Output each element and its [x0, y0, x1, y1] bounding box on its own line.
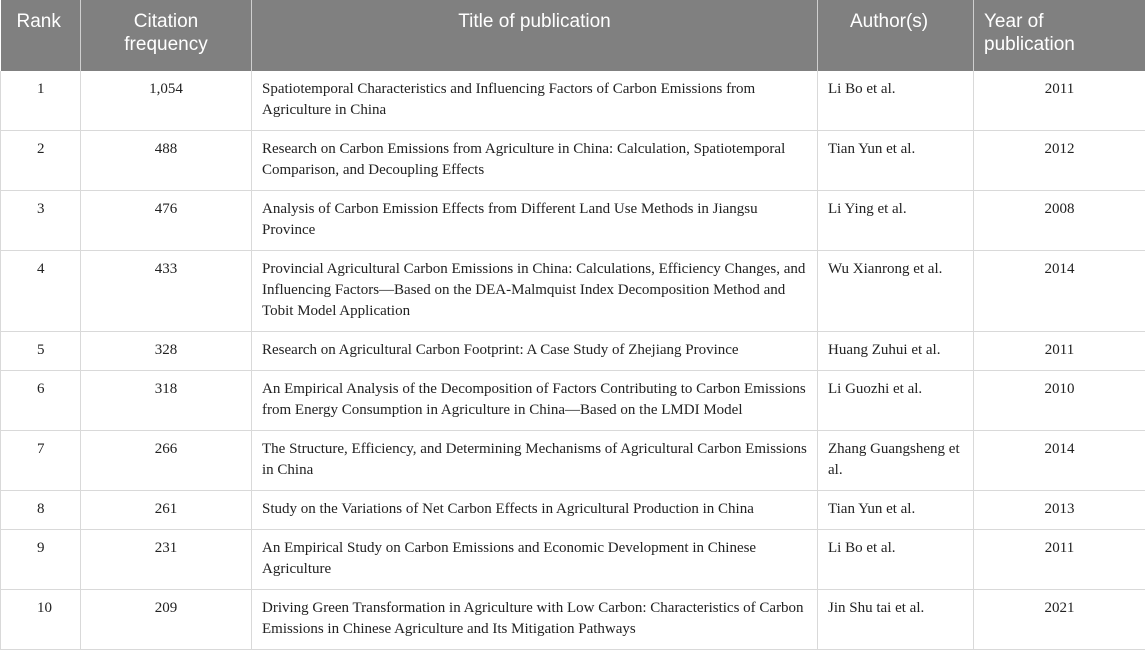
- cell-authors: Li Bo et al.: [818, 530, 974, 590]
- header-citation-frequency: Citation frequency: [81, 0, 252, 71]
- cell-title: Provincial Agricultural Carbon Emissions in China: Calculations, Efficiency Changes, and Influencing Factors—Based on the DEA-Malmquist Index Decomposition Method and Tobit Model Application: [252, 251, 818, 332]
- table-body: [1, 71, 1145, 650]
- cell-title: The Structure, Efficiency, and Determining Mechanisms of Agricultural Carbon Emissions in China: [252, 431, 818, 491]
- cell-authors: Jin Shu tai et al.: [818, 590, 974, 650]
- cell-citations: 231: [81, 530, 252, 590]
- cell-year: 2012: [974, 131, 1145, 191]
- cell-rank: 6: [1, 371, 81, 431]
- cell-rank: 10: [1, 590, 81, 650]
- cell-citations: 433: [81, 251, 252, 332]
- cell-authors: Li Ying et al.: [818, 191, 974, 251]
- cell-authors: Zhang Guangsheng et al.: [818, 431, 974, 491]
- cell-title: An Empirical Study on Carbon Emissions and Economic Development in Chinese Agriculture: [252, 530, 818, 590]
- cell-year: 2011: [974, 530, 1145, 590]
- header-authors: Author(s): [818, 0, 974, 71]
- header-year: Year of publication: [974, 0, 1145, 71]
- cell-title: Analysis of Carbon Emission Effects from Different Land Use Methods in Jiangsu Province: [252, 191, 818, 251]
- table-row: [1, 530, 1145, 590]
- table-row: [1, 251, 1145, 332]
- table-header: [1, 0, 1145, 71]
- cell-authors: Huang Zuhui et al.: [818, 332, 974, 371]
- cell-authors: Wu Xianrong et al.: [818, 251, 974, 332]
- cell-rank: 4: [1, 251, 81, 332]
- table-row: [1, 371, 1145, 431]
- cell-year: 2011: [974, 71, 1145, 131]
- cell-citations: 328: [81, 332, 252, 371]
- cell-citations: 209: [81, 590, 252, 650]
- cell-citations: 261: [81, 491, 252, 530]
- cell-citations: 476: [81, 191, 252, 251]
- cell-year: 2013: [974, 491, 1145, 530]
- table-row: [1, 71, 1145, 131]
- cell-rank: 2: [1, 131, 81, 191]
- cell-citations: 488: [81, 131, 252, 191]
- table-row: [1, 131, 1145, 191]
- cell-year: 2014: [974, 251, 1145, 332]
- table-row: [1, 491, 1145, 530]
- cell-authors: Li Guozhi et al.: [818, 371, 974, 431]
- header-rank: Rank: [1, 0, 81, 71]
- table-row: [1, 332, 1145, 371]
- cell-rank: 8: [1, 491, 81, 530]
- cell-title: An Empirical Analysis of the Decomposition of Factors Contributing to Carbon Emissions from Energy Consumption in Agriculture in China—Based on the LMDI Model: [252, 371, 818, 431]
- header-row: [1, 0, 1145, 71]
- cell-title: Study on the Variations of Net Carbon Effects in Agricultural Production in China: [252, 491, 818, 530]
- cell-year: 2010: [974, 371, 1145, 431]
- cell-title: Spatiotemporal Characteristics and Influencing Factors of Carbon Emissions from Agriculture in China: [252, 71, 818, 131]
- cell-rank: 1: [1, 71, 81, 131]
- cell-title: Driving Green Transformation in Agriculture with Low Carbon: Characteristics of Carbon Emissions in Chinese Agriculture and Its Mitigation Pathways: [252, 590, 818, 650]
- cell-title: Research on Carbon Emissions from Agriculture in China: Calculation, Spatiotemporal Comparison, and Decoupling Effects: [252, 131, 818, 191]
- cell-authors: Tian Yun et al.: [818, 491, 974, 530]
- cell-citations: 266: [81, 431, 252, 491]
- cell-authors: Tian Yun et al.: [818, 131, 974, 191]
- cell-year: 2011: [974, 332, 1145, 371]
- cell-authors: Li Bo et al.: [818, 71, 974, 131]
- cell-rank: 7: [1, 431, 81, 491]
- cell-citations: 1,054: [81, 71, 252, 131]
- cell-year: 2021: [974, 590, 1145, 650]
- cell-citations: 318: [81, 371, 252, 431]
- table-row: [1, 431, 1145, 491]
- table-row: [1, 191, 1145, 251]
- cell-year: 2008: [974, 191, 1145, 251]
- cell-rank: 3: [1, 191, 81, 251]
- cell-rank: 5: [1, 332, 81, 371]
- table-row: [1, 590, 1145, 650]
- cell-title: Research on Agricultural Carbon Footprint: A Case Study of Zhejiang Province: [252, 332, 818, 371]
- header-title: Title of publication: [252, 0, 818, 71]
- cell-rank: 9: [1, 530, 81, 590]
- cell-year: 2014: [974, 431, 1145, 491]
